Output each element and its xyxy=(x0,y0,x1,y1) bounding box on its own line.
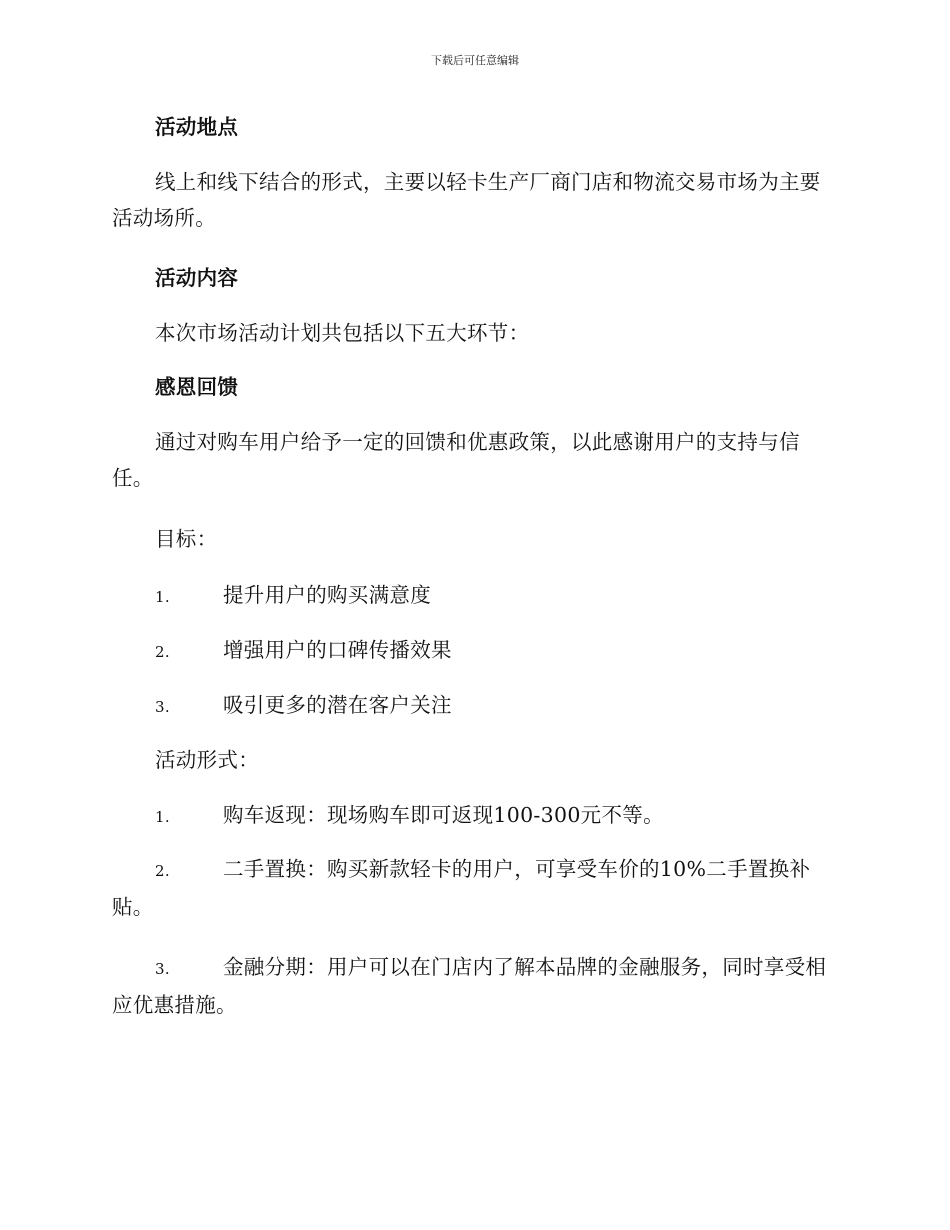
list-number: 1. xyxy=(155,588,170,606)
list-item xyxy=(112,949,832,1023)
location-heading: 活动地点 xyxy=(155,115,239,139)
feedback-heading: 感恩回馈 xyxy=(155,375,239,399)
list-item xyxy=(112,687,875,725)
list-item xyxy=(112,851,832,925)
list-text: 增强用户的口碑传播效果 xyxy=(223,638,452,662)
list-number: 3. xyxy=(155,698,170,716)
list-number: 2. xyxy=(155,862,170,880)
list-text: 二手置换：购买新款轻卡的用户，可享受车价的10%二手置换补贴。 xyxy=(112,857,811,919)
list-item xyxy=(112,632,875,670)
list-number: 3. xyxy=(155,960,170,978)
list-item xyxy=(112,577,875,615)
page-header: 下载后可任意编辑 xyxy=(431,54,519,67)
goals-label: 目标： xyxy=(155,527,218,551)
list-number: 1. xyxy=(155,808,170,826)
feedback-paragraph: 通过对购车用户给予一定的回馈和优惠政策，以此感谢用户的支持与信任。 xyxy=(112,430,800,490)
list-text: 吸引更多的潜在客户关注 xyxy=(223,693,452,717)
list-text: 购车返现：现场购车即可返现100-300元不等。 xyxy=(223,803,664,827)
forms-label: 活动形式： xyxy=(155,748,259,772)
content-heading: 活动内容 xyxy=(155,266,239,290)
content-paragraph: 本次市场活动计划共包括以下五大环节： xyxy=(155,321,530,345)
list-text: 提升用户的购买满意度 xyxy=(223,583,431,607)
list-text: 金融分期：用户可以在门店内了解本品牌的金融服务，同时享受相应优惠措施。 xyxy=(112,955,827,1017)
list-number: 2. xyxy=(155,643,170,661)
list-item xyxy=(112,797,875,835)
location-paragraph: 线上和线下结合的形式，主要以轻卡生产厂商门店和物流交易市场为主要活动场所。 xyxy=(112,170,821,230)
